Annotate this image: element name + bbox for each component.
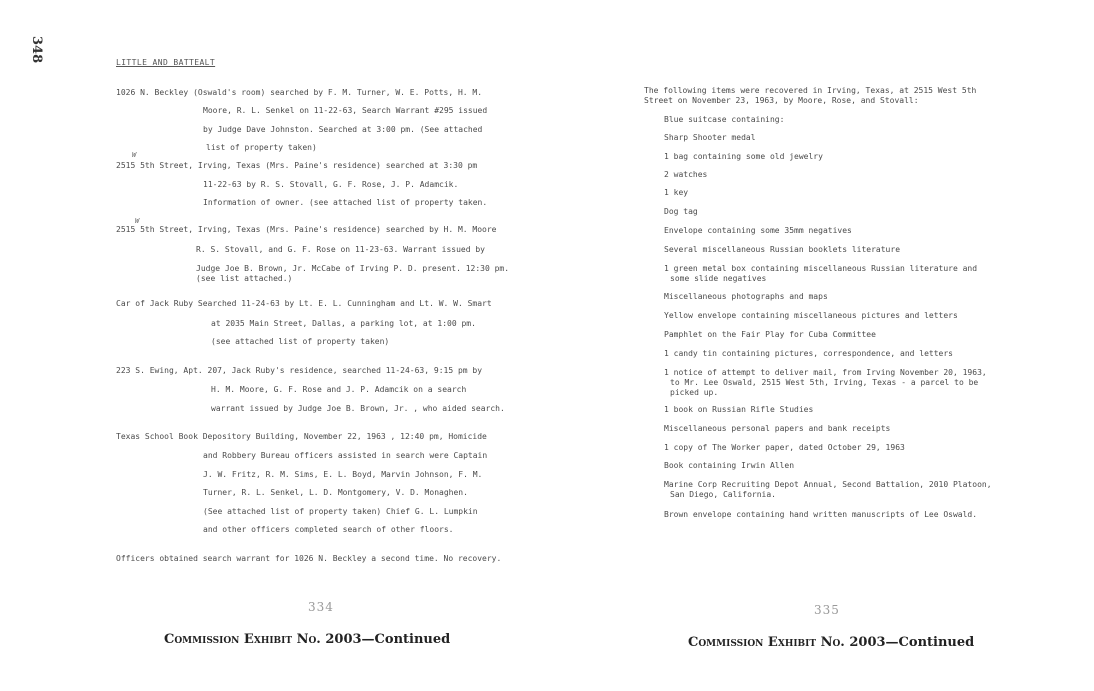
left-line-22: (See attached list of property taken) Chief G. L. Lumpkin (203, 507, 478, 516)
right-line-3: Blue suitcase containing: (664, 115, 785, 124)
right-line-26: Brown envelope containing hand written manuscripts of Lee Oswald. (664, 510, 978, 519)
left-line-1: 1026 N. Beckley (Oswald's room) searched by F. M. Turner, W. E. Potts, H. M. (116, 88, 483, 97)
left-line-13: at 2035 Main Street, Dallas, a parking lot, at 1:00 pm. (211, 319, 476, 328)
left-margin-mark-1: W (132, 151, 137, 159)
right-line-21: Miscellaneous personal papers and bank receipts (664, 424, 891, 433)
right-line-20: 1 book on Russian Rifle Studies (664, 405, 814, 414)
left-line-20: J. W. Fritz, R. M. Sims, E. L. Boyd, Marvin Johnson, F. M. (203, 470, 483, 479)
left-exhibit-caption (164, 632, 450, 647)
right-line-5: 1 bag containing some old jewelry (664, 152, 823, 161)
side-page-number: 348 (29, 36, 44, 64)
right-line-9: Envelope containing some 35mm negatives (664, 226, 852, 235)
right-caption-suffix: —Continued (885, 635, 975, 650)
right-line-18: to Mr. Lee Oswald, 2515 West 5th, Irving, Texas - a parcel to be (670, 378, 979, 387)
left-line-21: Turner, R. L. Senkel, L. D. Montgomery, V. D. Monaghen. (203, 488, 468, 497)
left-caption-suffix: —Continued (361, 632, 451, 647)
right-line-24: Marine Corp Recruiting Depot Annual, Second Battalion, 2010 Platoon, (664, 480, 992, 489)
left-line-16: H. M. Moore, G. F. Rose and J. P. Adamcik on a search (211, 385, 467, 394)
right-line-4: Sharp Shooter medal (664, 133, 756, 142)
left-line-6: 11-22-63 by R. S. Stovall, G. F. Rose, J. P. Adamcik. (203, 180, 459, 189)
right-line-16: 1 candy tin containing pictures, correspondence, and letters (664, 349, 953, 358)
left-line-4: list of property taken) (206, 143, 317, 152)
right-line-2: Street on November 23, 1963, by Moore, Rose, and Stovall: (644, 96, 919, 105)
left-line-12: Car of Jack Ruby Searched 11-24-63 by Lt. E. L. Cunningham and Lt. W. W. Smart (116, 299, 492, 308)
left-line-23: and other officers completed search of other floors. (203, 525, 454, 534)
left-line-15: 223 S. Ewing, Apt. 207, Jack Ruby's residence, searched 11-24-63, 9:15 pm by (116, 366, 483, 375)
right-page-number: 335 (814, 603, 840, 617)
left-caption-prefix: Commission Exhibit No. (164, 632, 321, 647)
left-line-14: (see attached list of property taken) (211, 337, 390, 346)
left-page-number: 334 (308, 600, 334, 614)
right-line-11: 1 green metal box containing miscellaneous Russian literature and (664, 264, 978, 273)
left-line-9: R. S. Stovall, and G. F. Rose on 11-23-63. Warrant issued by (196, 245, 485, 254)
right-caption-number: 2003 (849, 635, 886, 650)
right-line-15: Pamphlet on the Fair Play for Cuba Committee (664, 330, 876, 339)
left-line-24: Officers obtained search warrant for 1026 N. Beckley a second time. No recovery. (116, 554, 502, 563)
right-line-25: San Diego, California. (670, 490, 776, 499)
left-line-19: and Robbery Bureau officers assisted in search were Captain (203, 451, 488, 460)
left-line-5: 2515 5th Street, Irving, Texas (Mrs. Paine's residence) searched at 3:30 pm (116, 161, 478, 170)
right-line-12: some slide negatives (670, 274, 767, 283)
right-line-8: Dog tag (664, 207, 698, 216)
left-line-3: by Judge Dave Johnston. Searched at 3:00 pm. (See attached (203, 125, 483, 134)
right-line-6: 2 watches (664, 170, 708, 179)
right-line-19: picked up. (670, 388, 719, 397)
left-caption-number: 2003 (325, 632, 362, 647)
right-line-13: Miscellaneous photographs and maps (664, 292, 828, 301)
right-line-14: Yellow envelope containing miscellaneous pictures and letters (664, 311, 958, 320)
left-line-7: Information of owner. (see attached list of property taken. (203, 198, 488, 207)
left-line-2: Moore, R. L. Senkel on 11-22-63, Search Warrant #295 issued (203, 106, 488, 115)
left-page-heading: LITTLE AND BATTEALT (116, 58, 216, 67)
left-line-10: Judge Joe B. Brown, Jr. McCabe of Irving P. D. present. 12:30 pm. (196, 264, 510, 273)
right-caption-prefix: Commission Exhibit No. (688, 635, 845, 650)
right-line-10: Several miscellaneous Russian booklets literature (664, 245, 901, 254)
right-line-7: 1 key (664, 188, 689, 197)
right-line-23: Book containing Irwin Allen (664, 461, 795, 470)
left-line-18: Texas School Book Depository Building, November 22, 1963 , 12:40 pm, Homicide (116, 432, 487, 441)
left-line-8: 2515 5th Street, Irving, Texas (Mrs. Paine's residence) searched by H. M. Moore (116, 225, 497, 234)
left-margin-mark-2: W (135, 217, 140, 225)
right-line-22: 1 copy of The Worker paper, dated October 29, 1963 (664, 443, 905, 452)
left-line-11: (see list attached.) (196, 274, 293, 283)
right-line-1: The following items were recovered in Irving, Texas, at 2515 West 5th (644, 86, 977, 95)
right-line-17: 1 notice of attempt to deliver mail, from Irving November 20, 1963, (664, 368, 987, 377)
right-exhibit-caption (688, 635, 974, 650)
left-line-17: warrant issued by Judge Joe B. Brown, Jr. , who aided search. (211, 404, 505, 413)
